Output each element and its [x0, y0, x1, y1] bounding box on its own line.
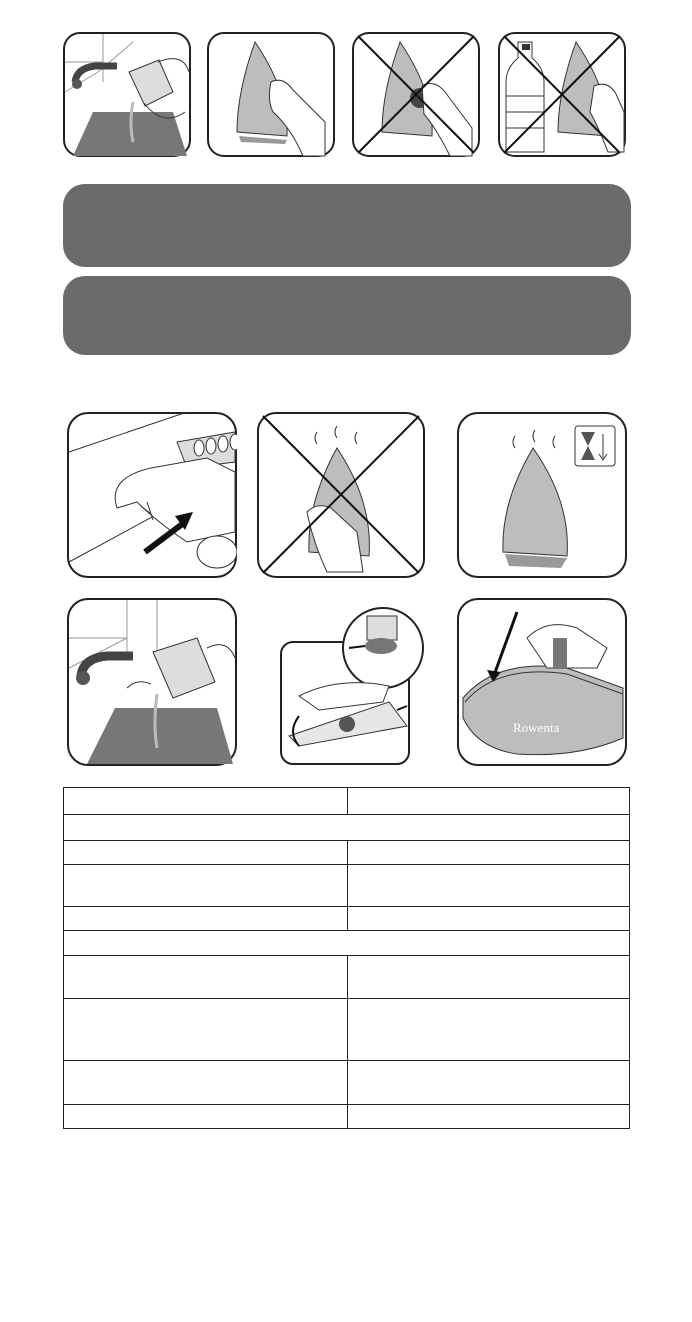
brand-logo: Rowenta: [513, 720, 560, 735]
rinse-tank-icon: [63, 32, 191, 157]
table-cell: [64, 907, 348, 931]
empty-tank-icon: [67, 598, 237, 766]
table-cell: [348, 788, 630, 815]
table-section-row: [64, 931, 630, 956]
info-banner-2: [63, 276, 631, 355]
table-cell: [64, 956, 348, 999]
cool-down-icon: [457, 412, 627, 578]
troubleshooting-table: [63, 787, 630, 1129]
table-cell: [64, 1061, 348, 1105]
table-section-row: [64, 815, 630, 841]
wipe-soleplate-icon: [207, 32, 335, 157]
panel-cool-down: [457, 412, 627, 578]
table-cell: [348, 999, 630, 1061]
release-button-icon: [67, 412, 237, 578]
panel-empty-tank: [67, 598, 237, 766]
panel-insert-tank: [457, 598, 627, 766]
panel-wipe-soleplate: [207, 32, 335, 157]
panel-store-iron: [279, 606, 431, 766]
no-touch-hot-soleplate-icon: [257, 412, 425, 578]
table-cell: [348, 907, 630, 931]
table-cell: [348, 841, 630, 865]
table-cell: [64, 841, 348, 865]
table-cell: [348, 1061, 630, 1105]
panel-no-scouring: [352, 32, 480, 157]
table-cell: [64, 1105, 348, 1129]
table-cell: [348, 956, 630, 999]
table-cell: [348, 1105, 630, 1129]
store-iron-icon: [279, 606, 431, 766]
info-banner-1: [63, 184, 631, 267]
panel-rinse-tank: [63, 32, 191, 157]
panel-release-button: [67, 412, 237, 578]
insert-tank-icon: [457, 598, 627, 766]
table-cell: [64, 788, 348, 815]
no-scouring-icon: [352, 32, 480, 157]
table-cell: [348, 865, 630, 907]
panel-no-descaler: [498, 32, 626, 157]
table-cell: [64, 865, 348, 907]
table-cell: [64, 999, 348, 1061]
panel-no-touch-hot: [257, 412, 425, 578]
no-descaler-icon: [498, 32, 626, 157]
